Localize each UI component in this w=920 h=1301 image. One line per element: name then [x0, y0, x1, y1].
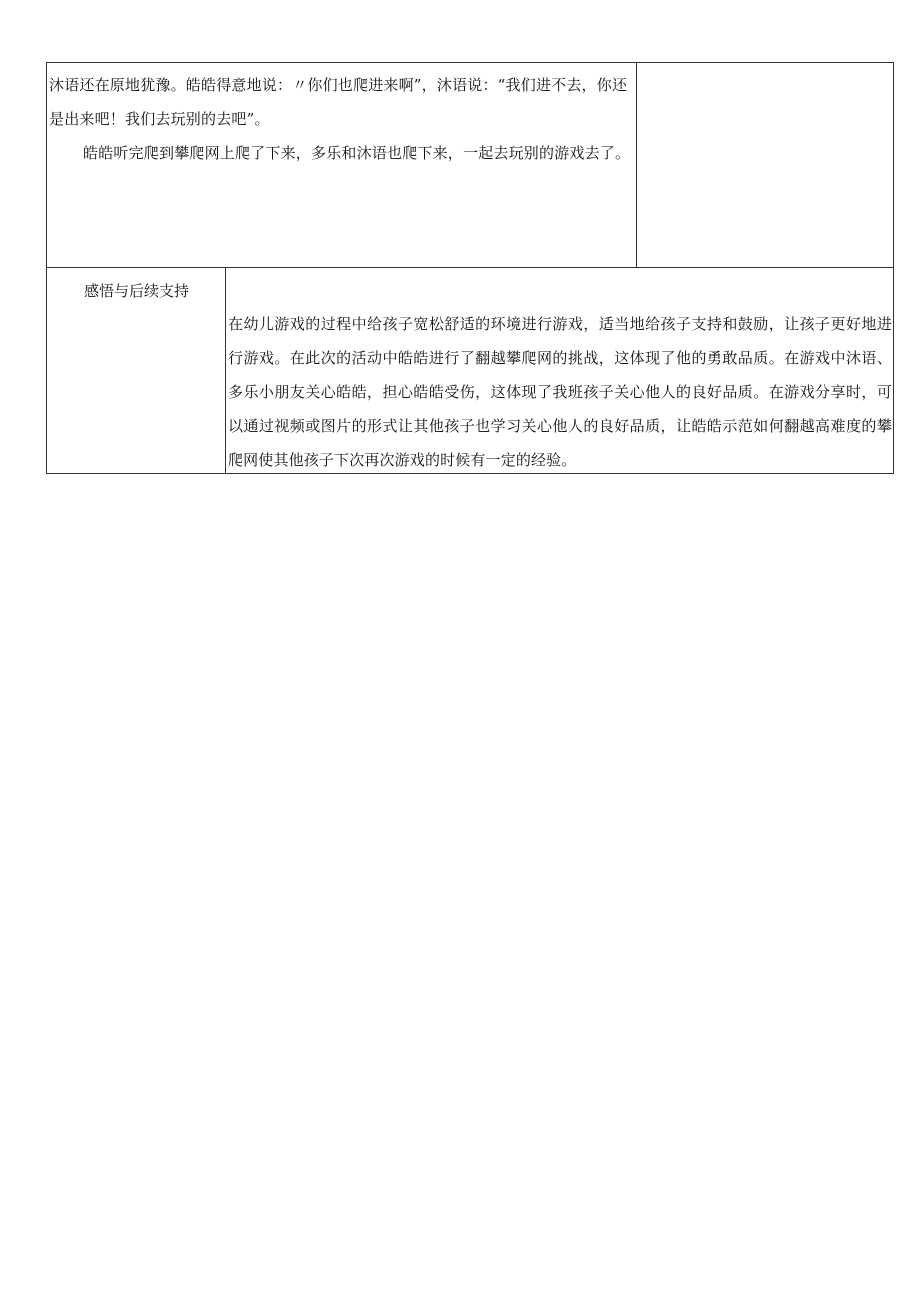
story-paragraph-1: 沐语还在原地犹豫。皓皓得意地说：〃你们也爬进来啊”，沐语说：“我们进不去，你还是出来吧！我们去玩别的去吧”。: [49, 76, 628, 128]
empty-side-cell: [637, 63, 893, 267]
reflection-label: 感悟与后续支持: [83, 282, 189, 300]
reflection-content-cell: [226, 268, 893, 473]
story-table-row: [46, 62, 894, 268]
story-cell: [47, 63, 637, 267]
story-paragraph-2: 皓皓听完爬到攀爬网上爬了下来，多乐和沐语也爬下来，一起去玩别的游戏去了。: [83, 144, 631, 162]
reflection-text: 在幼儿游戏的过程中给孩子宽松舒适的环境进行游戏，适当地给孩子支持和鼓励，让孩子更好地进行游戏。在此次的活动中皓皓进行了翻越攀爬网的挑战，这体现了他的勇敢品质。在游戏中沐语、多乐小朋友关心皓皓，担心皓皓受伤，这体现了我班孩子关心他人的良好品质。在游戏分享时，可以通过视频或图片的形式让其他孩子也学习关心他人的良好品质，让皓皓示范如何翻越高难度的攀爬网使其他孩子下次再次游戏的时候有一定的经验。: [228, 315, 892, 469]
reflection-table-row: [46, 267, 894, 474]
reflection-label-cell: [47, 268, 226, 473]
